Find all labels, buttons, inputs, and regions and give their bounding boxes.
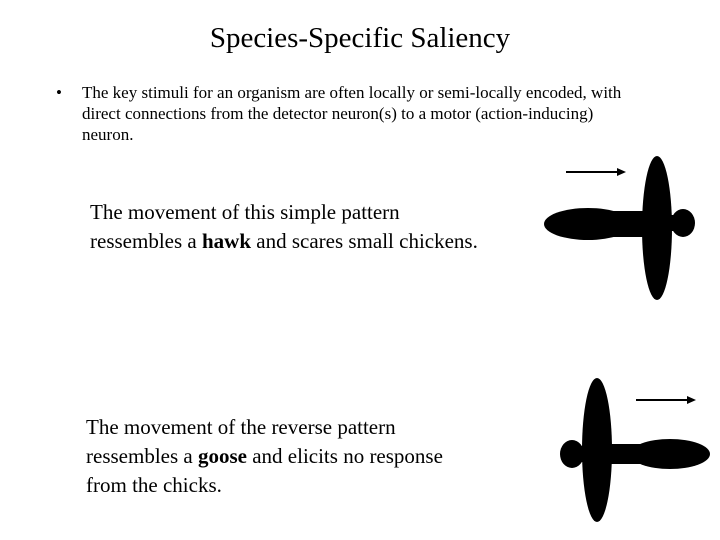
goose-caption-line-1: The movement of the reverse pattern xyxy=(86,415,396,439)
bullet-text: The key stimuli for an organism are often locally or semi-locally encoded, with direct connections from the detector neuron(s) to a motor (action-inducing) neuron. xyxy=(82,83,622,144)
bullet-marker: • xyxy=(56,83,62,102)
hawk-emphasis: hawk xyxy=(201,229,251,253)
motion-arrow-icon xyxy=(566,168,626,176)
goose-caption-line-3: from the chicks. xyxy=(86,473,222,497)
goose-caption xyxy=(86,413,526,500)
slide-title: Species-Specific Saliency xyxy=(209,22,511,54)
hawk-caption-line-2 xyxy=(90,227,550,256)
goose-caption-prefix: ressembles a xyxy=(86,444,198,468)
goose-caption-suffix: and elicits no response xyxy=(246,444,443,468)
hawk-caption xyxy=(90,198,550,256)
goose-caption-line-2 xyxy=(86,442,526,471)
hawk-caption-line-1: The movement of this simple pattern xyxy=(90,200,400,224)
goose-emphasis: goose xyxy=(197,444,247,468)
hawk-silhouette-figure xyxy=(538,150,708,305)
hawk-caption-prefix: ressembles a xyxy=(90,229,202,253)
hawk-caption-suffix: and scares small chickens. xyxy=(251,229,478,253)
motion-arrow-icon xyxy=(636,396,696,404)
goose-silhouette-figure xyxy=(550,372,720,527)
hawk-shape-icon xyxy=(544,156,695,300)
